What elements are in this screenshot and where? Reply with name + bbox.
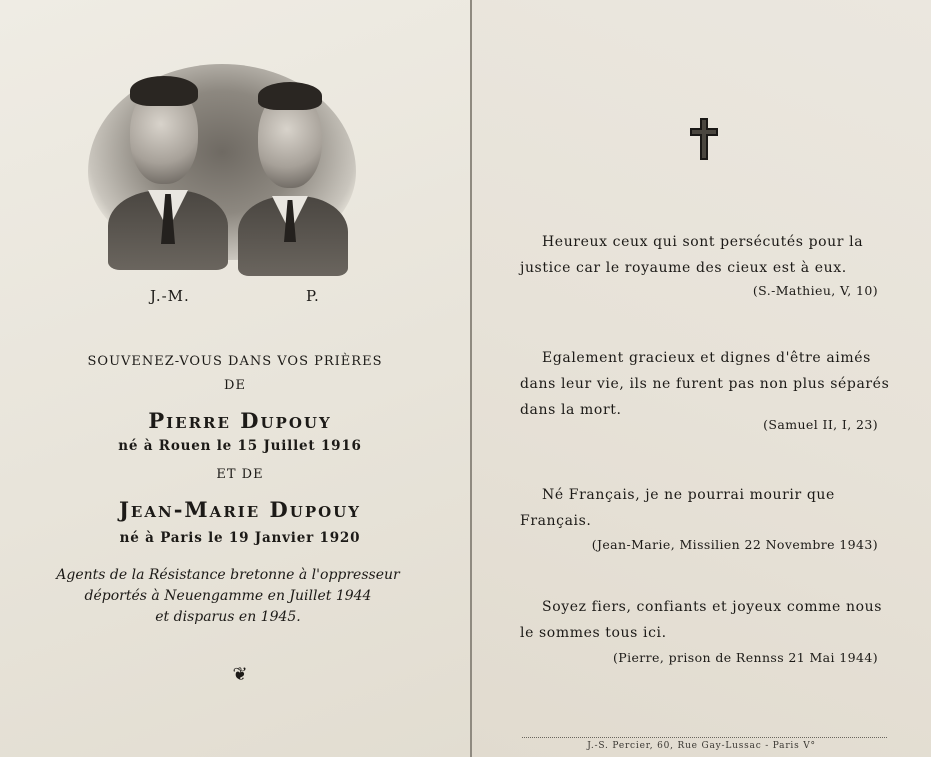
prayer-line: SOUVENEZ-VOUS DANS VOS PRIÈRES bbox=[87, 354, 383, 369]
name-pierre: Pierre Dupouy bbox=[148, 408, 332, 433]
initial-jean-marie: J.-M. bbox=[150, 287, 190, 305]
right-card bbox=[472, 0, 931, 757]
note-line-1: Agents de la Résistance bretonne à l'oppresseur bbox=[56, 567, 400, 583]
quote-4-text: Soyez fiers, confiants et joyeux comme nous le sommes tous ici. bbox=[520, 599, 883, 641]
quote-1-text: Heureux ceux qui sont persécutés pour la justice car le royaume des cieux est à eux. bbox=[520, 234, 864, 276]
quote-3-source: (Jean-Marie, Missilien 22 Novembre 1943) bbox=[591, 537, 878, 552]
portrait-left-man bbox=[108, 72, 228, 262]
cross-icon bbox=[690, 118, 718, 160]
portrait-photo bbox=[88, 64, 356, 260]
portrait-right-man bbox=[228, 78, 348, 268]
ornament-icon: ❦ bbox=[232, 664, 248, 685]
birth-pierre: né à Rouen le 15 Juillet 1916 bbox=[118, 438, 362, 454]
quote-3-text: Né Français, je ne pourrai mourir que Français. bbox=[520, 487, 835, 529]
name-jean-marie: Jean-Marie Dupouy bbox=[119, 497, 361, 522]
de-line: DE bbox=[224, 378, 246, 393]
quote-2-source: (Samuel II, I, 23) bbox=[763, 417, 878, 432]
quote-4-source: (Pierre, prison de Rennss 21 Mai 1944) bbox=[613, 650, 878, 665]
note-line-3: et disparus en 1945. bbox=[155, 609, 301, 625]
quote-2-text: Egalement gracieux et dignes d'être aimés dans leur vie, ils ne furent pas non plus séparés dans la mort. bbox=[520, 350, 890, 418]
printer-rule bbox=[522, 737, 887, 738]
et-de-line: ET DE bbox=[216, 467, 264, 482]
initial-pierre: P. bbox=[306, 287, 320, 305]
printer-imprint: J.-S. Percier, 60, Rue Gay-Lussac - Paris V° bbox=[587, 741, 816, 751]
birth-jean-marie: né à Paris le 19 Janvier 1920 bbox=[119, 530, 361, 546]
note-line-2: déportés à Neuengamme en Juillet 1944 bbox=[84, 588, 372, 604]
quote-1-source: (S.-Mathieu, V, 10) bbox=[752, 283, 878, 298]
